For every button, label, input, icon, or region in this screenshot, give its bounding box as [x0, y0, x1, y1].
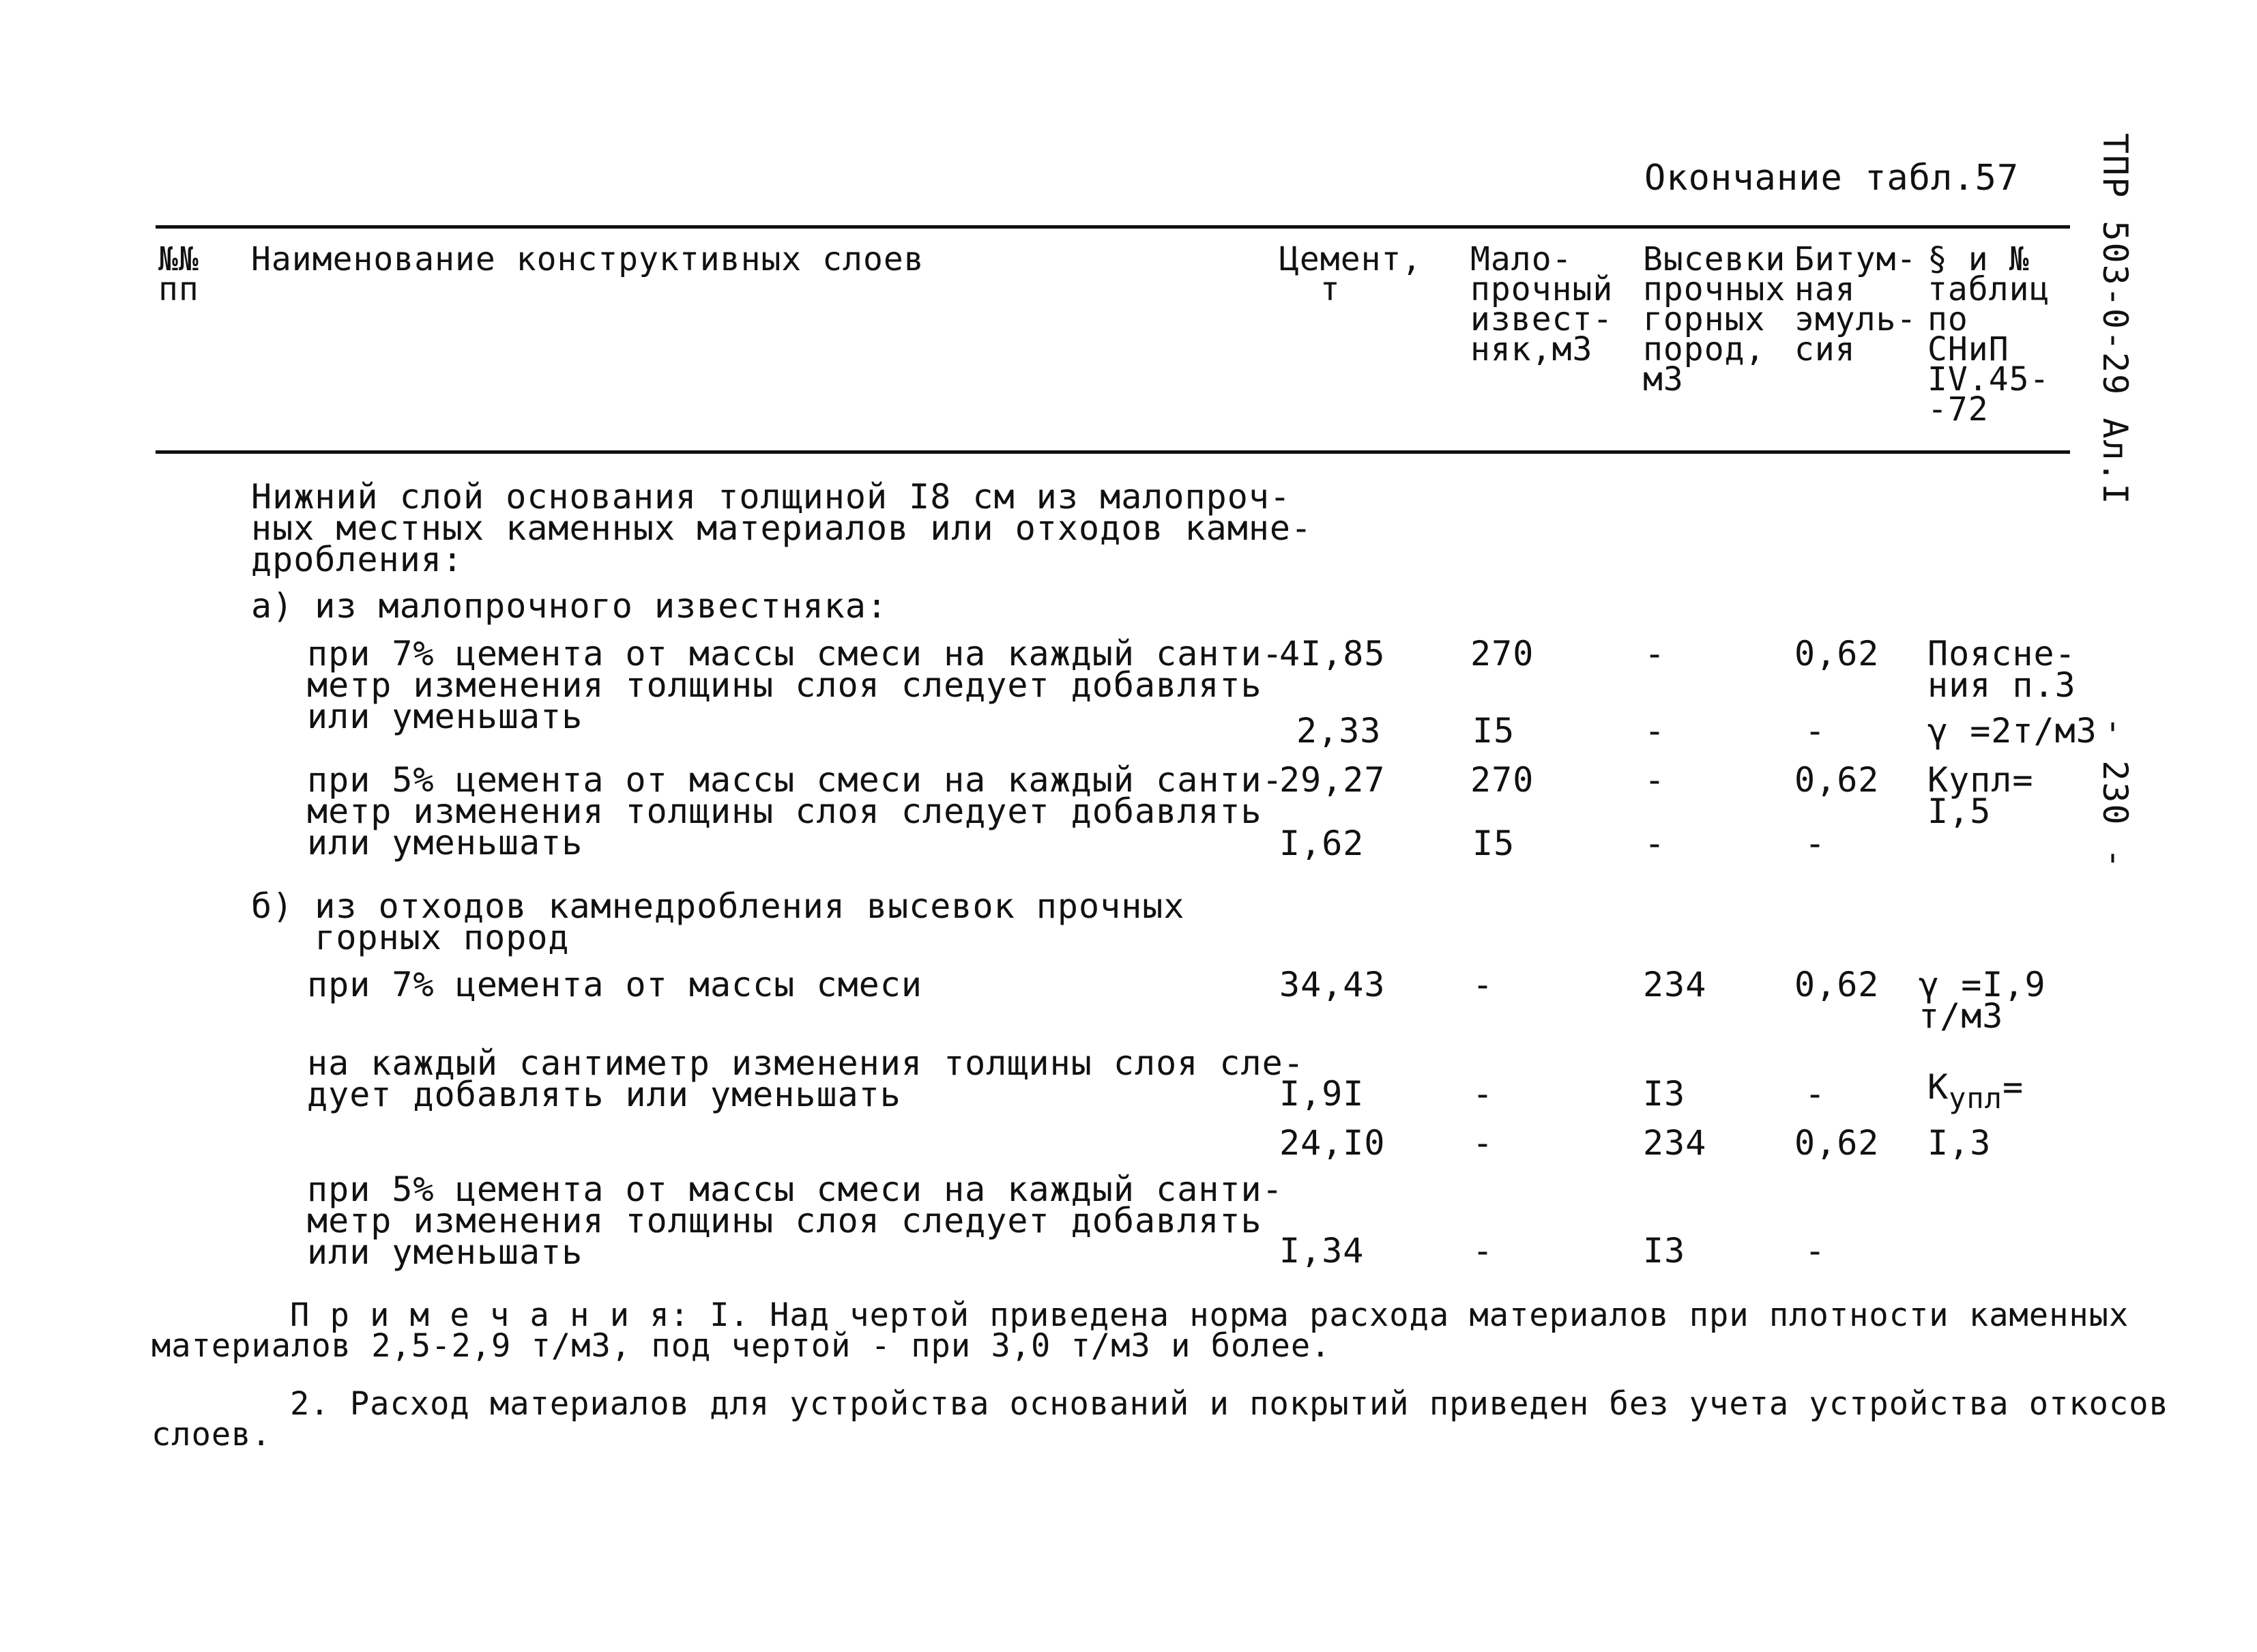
row3b-description: на каждый сантиметр изменения толщины слоя сле- дует добавлять или уменьшать — [307, 1043, 1305, 1114]
row2b-cement: I,62 — [1279, 824, 1365, 863]
document-code: ТПР 503-0-29 Ал.I — [2095, 133, 2135, 506]
row3b-bitumen: - — [1805, 1074, 1826, 1114]
row1-description: при 7% цемента от массы смеси на каждый санти- метр изменения толщины слоя следует добавлять или уменьшать — [307, 634, 1283, 736]
row1-limestone: 270 — [1470, 634, 1534, 673]
row4b-limestone: - — [1472, 1231, 1494, 1271]
row2-cement: 29,27 — [1279, 760, 1386, 800]
header-reference: § и № таблиц по СНиП IV.45- -72 — [1927, 240, 2050, 429]
page-number: - 230 - — [2095, 716, 2135, 870]
row3-screenings: 234 — [1643, 965, 1707, 1004]
row1b-bitumen: - — [1805, 711, 1826, 751]
k-equals: = — [2002, 1067, 2024, 1107]
row3-limestone: - — [1472, 965, 1494, 1004]
row1b-reference: γ =2т/м3 — [1927, 711, 2097, 751]
row4-cement: 24,I0 — [1279, 1123, 1386, 1163]
row4b-bitumen: - — [1805, 1231, 1826, 1271]
row2-limestone: 270 — [1470, 760, 1534, 800]
row2-bitumen: 0,62 — [1794, 760, 1880, 800]
row4-bitumen: 0,62 — [1794, 1123, 1880, 1163]
note2-line2: слоев. — [151, 1416, 272, 1453]
row1-reference: Поясне- ния п.3 — [1927, 634, 2076, 705]
row4-reference: I,3 — [1927, 1123, 1992, 1163]
header-screenings: Высевки прочных горных пород, м3 — [1643, 240, 1786, 398]
row1b-cement: 2,33 — [1296, 711, 1382, 751]
row3b-cement: I,9I — [1279, 1074, 1365, 1114]
note1-line2: материалов 2,5-2,9 т/м3, под чертой - при 3,0 т/м3 и более. — [151, 1327, 1331, 1365]
k-symbol: К — [1927, 1067, 1949, 1107]
header-cement: Цемент, т — [1279, 240, 1423, 308]
subsection-b: б) из отходов камнедробления высевок прочных горных пород — [251, 886, 1185, 957]
header-number: №№ пп — [158, 240, 199, 308]
row1b-limestone: I5 — [1472, 711, 1515, 751]
row4b-screenings: I3 — [1643, 1231, 1686, 1271]
note2-line1: 2. Расход материалов для устройства оснований и покрытий приведен без учета устройства откосов — [290, 1385, 2169, 1423]
row3b-reference — [1927, 1067, 2024, 1115]
subsection-a: а) из малопрочного известняка: — [251, 586, 888, 626]
k-subscript: упл — [1949, 1082, 2003, 1115]
table-continuation-title: Окончание табл.57 — [1644, 158, 2020, 199]
row3b-screenings: I3 — [1643, 1074, 1686, 1114]
row3-reference: γ =I,9 т/м3 — [1919, 965, 2046, 1036]
row4-screenings: 234 — [1643, 1123, 1707, 1163]
row1b-screenings: - — [1644, 711, 1666, 751]
header-bitumen: Битум- ная эмуль- сия — [1794, 240, 1917, 368]
row4-description: при 5% цемента от массы смеси на каждый санти- метр изменения толщины слоя следует добавлять или уменьшать — [307, 1170, 1283, 1272]
row3-cement: 34,43 — [1279, 965, 1386, 1004]
row1-cement: 4I,85 — [1279, 634, 1386, 673]
row4b-cement: I,34 — [1279, 1231, 1365, 1271]
header-limestone: Мало- прочный извест- няк,м3 — [1470, 240, 1614, 368]
row3b-limestone: - — [1472, 1074, 1494, 1114]
row2-reference: Купл= I,5 — [1927, 760, 2034, 831]
section-intro: Нижний слой основания толщиной I8 см из малопроч- ных местных каменных материалов или отходов камне- дробления: — [251, 477, 1313, 579]
table-top-rule — [156, 225, 2070, 229]
header-name: Наименование конструктивных слоев — [251, 240, 924, 278]
row3-bitumen: 0,62 — [1794, 965, 1880, 1004]
row3-description: при 7% цемента от массы смеси — [307, 965, 922, 1004]
row4-limestone: - — [1472, 1123, 1494, 1163]
row2b-bitumen: - — [1805, 824, 1826, 863]
note1-line1: П р и м е ч а н и я: I. Над чертой приведена норма расхода материалов при плотности каменных — [290, 1296, 2129, 1334]
row2-screenings: - — [1644, 760, 1666, 800]
row2-description: при 5% цемента от массы смеси на каждый санти- метр изменения толщины слоя следует добавлять или уменьшать — [307, 760, 1283, 863]
row2b-limestone: I5 — [1472, 824, 1515, 863]
row2b-screenings: - — [1644, 824, 1666, 863]
row1-bitumen: 0,62 — [1794, 634, 1880, 673]
row1-screenings: - — [1644, 634, 1666, 673]
table-header-rule — [156, 450, 2070, 454]
